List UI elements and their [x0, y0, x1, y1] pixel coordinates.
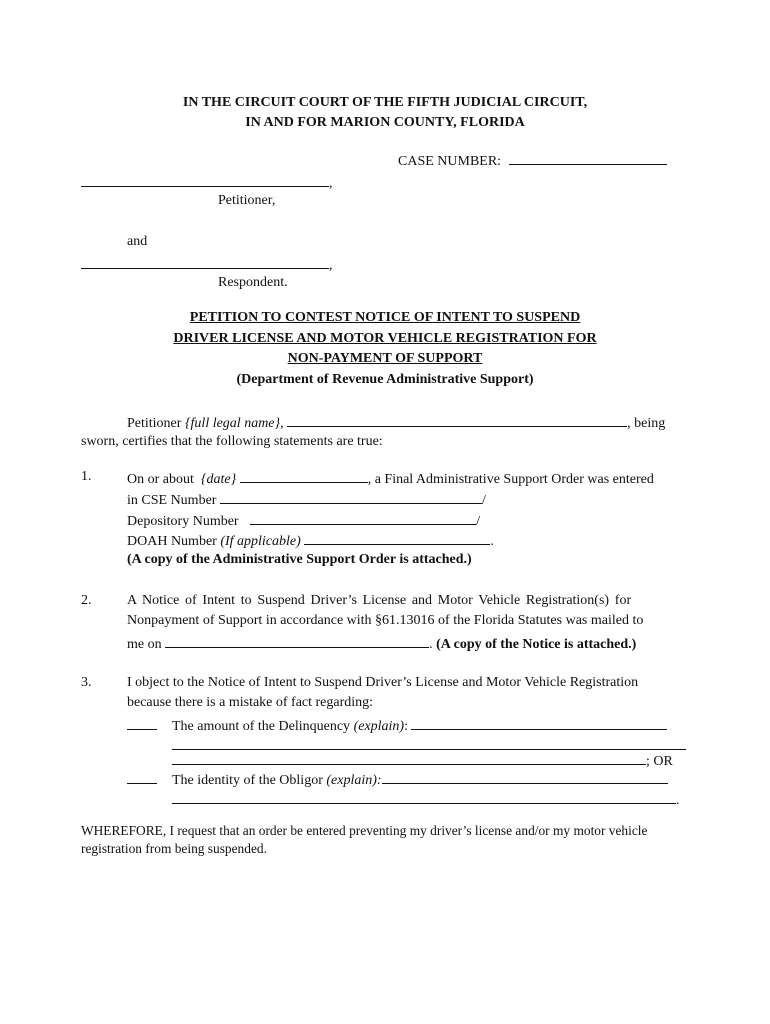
delinquency-explain-field-2[interactable] [172, 735, 686, 750]
case-number-row [398, 150, 667, 171]
item1-copy-note: (A copy of the Administrative Support Order is attached.) [127, 552, 472, 567]
intro-line1: Petitioner {full legal name}, , being [127, 412, 665, 433]
item1-depository-row: Depository Number / [127, 510, 480, 531]
respondent-name-field[interactable] [81, 254, 329, 269]
item1-on-about: On or about [127, 472, 194, 487]
respondent-name-row: , [81, 254, 333, 275]
title-line4: (Department of Revenue Administrative Support) [236, 372, 534, 387]
obligor-row-2: . [172, 789, 680, 810]
court-heading-line2: IN AND FOR MARION COUNTY, FLORIDA [245, 115, 525, 130]
delinquency-label: The amount of the Delinquency [172, 719, 351, 734]
item3-line2: because there is a mistake of fact regarding: [127, 695, 374, 710]
item2-number: 2. [81, 593, 92, 608]
item1-order-entered: , a Final Administrative Support Order was entered [367, 472, 654, 487]
doah-number-label: DOAH Number [127, 534, 217, 549]
full-legal-name-field[interactable] [287, 412, 627, 427]
delinquency-row-3 [172, 750, 673, 771]
item3-number: 3. [81, 675, 92, 690]
item2-line2: Nonpayment of Support in accordance with §61.13016 of the Florida Statutes was mailed to [127, 613, 644, 628]
doah-if-applicable: (If applicable) [220, 534, 301, 549]
delinquency-checkbox-line [127, 715, 157, 736]
cse-number-label: in CSE Number [127, 493, 217, 508]
obligor-label: The identity of the Obligor [172, 773, 323, 788]
petitioner-name-row: , [81, 172, 333, 193]
depository-number-label: Depository Number [127, 514, 239, 529]
item1-number: 1. [81, 469, 92, 484]
delinquency-explain: (explain) [353, 719, 405, 734]
petitioner-label: Petitioner, [218, 193, 276, 208]
or-label: ; OR [646, 754, 673, 769]
item2-me-on: me on [127, 637, 162, 652]
obligor-row [172, 769, 668, 790]
petitioner-name-field[interactable] [81, 172, 329, 187]
court-heading-line1: IN THE CIRCUIT COURT OF THE FIFTH JUDICIAL CIRCUIT, [182, 95, 588, 110]
case-number-label: CASE NUMBER: [398, 154, 502, 169]
delinquency-row: The amount of the Delinquency (explain): [172, 715, 667, 736]
obligor-explain-field-2[interactable] [172, 789, 676, 804]
item2-line3: me on . (A copy of the Notice is attached.) [127, 633, 636, 654]
item1-line1 [127, 468, 654, 489]
title-line3: NON-PAYMENT OF SUPPORT [287, 351, 483, 366]
item1-doah-row: DOAH Number (If applicable) . [127, 530, 494, 551]
order-date-field[interactable] [240, 468, 368, 483]
obligor-explain: (explain): [326, 773, 382, 788]
item2-copy-note: (A copy of the Notice is attached.) [436, 637, 637, 652]
title-line2: DRIVER LICENSE AND MOTOR VEHICLE REGISTRATION FOR [173, 331, 597, 346]
title-line1: PETITION TO CONTEST NOTICE OF INTENT TO SUSPEND [189, 310, 581, 325]
obligor-checkbox[interactable] [127, 769, 157, 784]
cse-number-field[interactable] [220, 489, 482, 504]
wherefore-line1: WHEREFORE, I request that an order be entered preventing my driver’s license and/or my motor vehicle [81, 823, 648, 838]
doah-number-field[interactable] [304, 530, 490, 545]
respondent-label: Respondent. [218, 275, 288, 290]
item1-cse-row: in CSE Number / [127, 489, 486, 510]
intro-petitioner: Petitioner [127, 416, 182, 431]
item3-line1: I object to the Notice of Intent to Suspend Driver’s License and Motor Vehicle Registration [127, 675, 639, 690]
wherefore-line2: registration from being suspended. [81, 841, 267, 856]
notice-mailed-date-field[interactable] [165, 633, 429, 648]
intro-line2: sworn, certifies that the following statements are true: [81, 434, 383, 449]
and-label: and [127, 234, 148, 249]
item2-line1: A Notice of Intent to Suspend Driver’s License and Motor Vehicle Registration(s) for [127, 593, 632, 608]
item1-date-label: {date} [200, 472, 237, 487]
case-number-field[interactable] [509, 150, 667, 165]
intro-full-legal-name: {full legal name} [184, 416, 281, 431]
intro-being: , being [627, 416, 666, 431]
depository-number-field[interactable] [250, 510, 476, 525]
delinquency-checkbox[interactable] [127, 715, 157, 730]
obligor-explain-field-1[interactable] [382, 769, 668, 784]
obligor-checkbox-line [127, 769, 157, 790]
delinquency-explain-field-1[interactable] [411, 715, 667, 730]
delinquency-explain-field-3[interactable] [172, 750, 646, 765]
